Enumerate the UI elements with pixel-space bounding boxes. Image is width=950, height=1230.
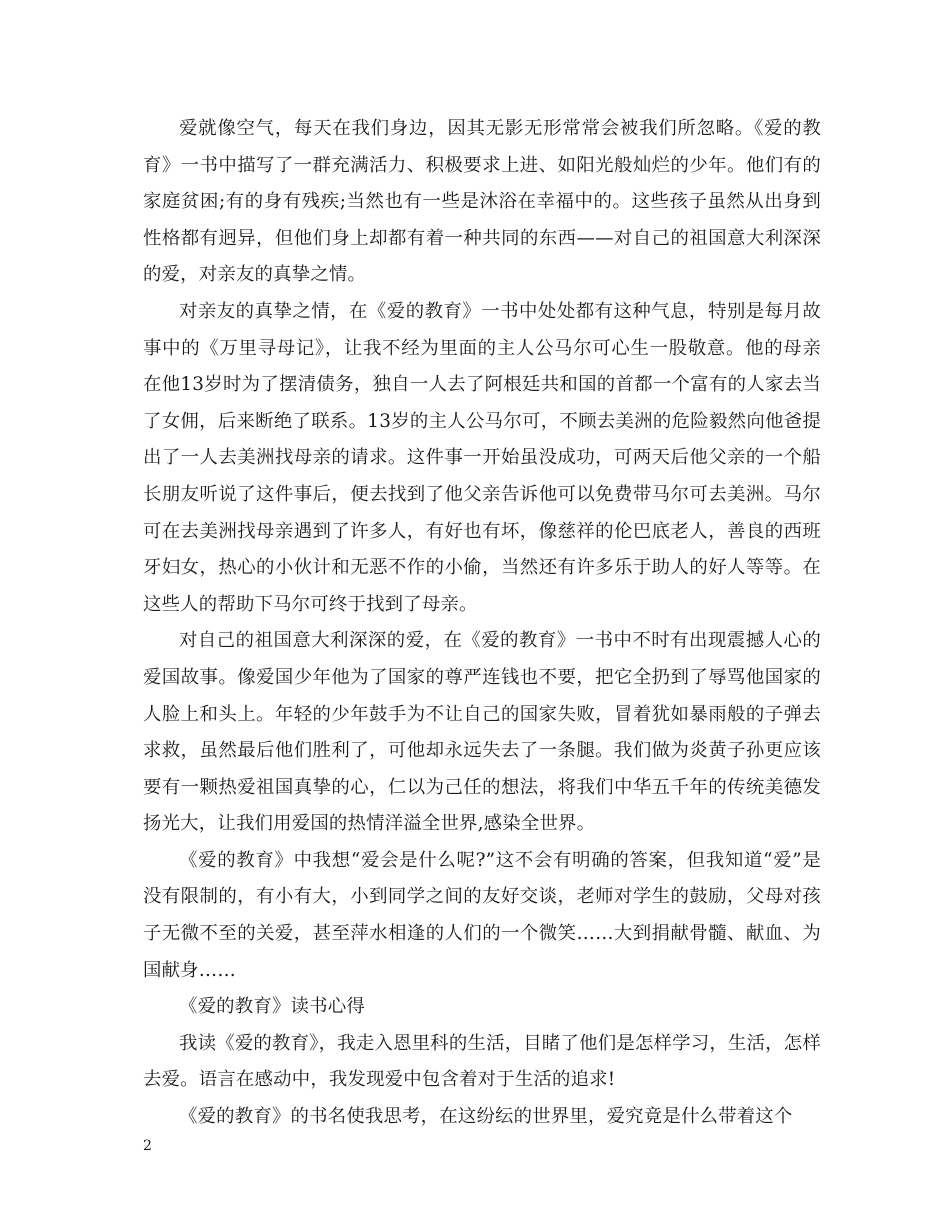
- section-heading: 《爱的教育》读书心得: [179, 996, 365, 1018]
- paragraph-reading: 我读《爱的教育》，我走入恩里科的生活，目睹了他们是怎样学习，生活，怎样去爱。语言在感动中，我发现爱中包含着对于生活的追求!: [143, 1032, 821, 1091]
- page-number: 2: [143, 1138, 152, 1154]
- paragraph-patriotic-love: 对自己的祖国意大利深深的爱，在《爱的教育》一书中不时有出现震撼人心的爱国故事。像爱国少年他为了国家的尊严连钱也不要，把它全扔到了辱骂他国家的人脸上和头上。年轻的少年鼓手为不让自己的国家失败，冒着犹如暴雨般的子弹去求救，虽然最后他们胜利了，可他却永远失去了一条腿。我们做为炎黄子孙更应该要有一颗热爱祖国真挚的心，仁以为己任的想法，将我们中华五千年的传统美德发扬光大，让我们用爱国的热情洋溢全世界,感染全世界。: [143, 630, 821, 835]
- paragraph-relatives-love: 对亲友的真挚之情，在《爱的教育》一书中处处都有这种气息，特别是每月故事中的《万里寻母记》，让我不经为里面的主人公马尔可心生一股敬意。他的母亲在他13岁时为了摆清债务，独自一人去了阿根廷共和国的首都一个富有的人家去当了女佣，后来断绝了联系。13岁的主人公马尔可，不顾去美洲的危险毅然向他爸提出了一人去美洲找母亲的请求。这件事一开始虽没成功，可两天后他父亲的一个船长朋友听说了这件事后，便去找到了他父亲告诉他可以免费带马尔可去美洲。马尔可在去美洲找母亲遇到了许多人，有好也有坏，像慈祥的伦巴底老人，善良的西班牙妇女，热心的小伙计和无恶不作的小偷，当然还有许多乐于助人的好人等等。在这些人的帮助下马尔可终于找到了母亲。: [143, 300, 821, 615]
- paragraph-intro: 爱就像空气，每天在我们身边，因其无影无形常常会被我们所忽略。《爱的教育》一书中描写了一群充满活力、积极要求上进、如阳光般灿烂的少年。他们有的家庭贫困;有的身有残疾;当然也有一些是沐浴在幸福中的。这些孩子虽然从出身到性格都有迥异，但他们身上却都有着一种共同的东西——对自己的祖国意大利深深的爱，对亲友的真挚之情。: [143, 118, 821, 286]
- document-body: [143, 111, 821, 1136]
- paragraph-what-is-love: 《爱的教育》中我想“爱会是什么呢?”这不会有明确的答案，但我知道“爱”是没有限制的，有小有大，小到同学之间的友好交谈，老师对学生的鼓励，父母对孩子无微不至的关爱，甚至萍水相逢的人们的一个微笑……大到捐献骨髓、献血、为国献身……: [143, 849, 821, 981]
- paragraph-book-title-thought: 《爱的教育》的书名使我思考，在这纷纭的世界里，爱究竟是什么带着这个: [179, 1106, 793, 1128]
